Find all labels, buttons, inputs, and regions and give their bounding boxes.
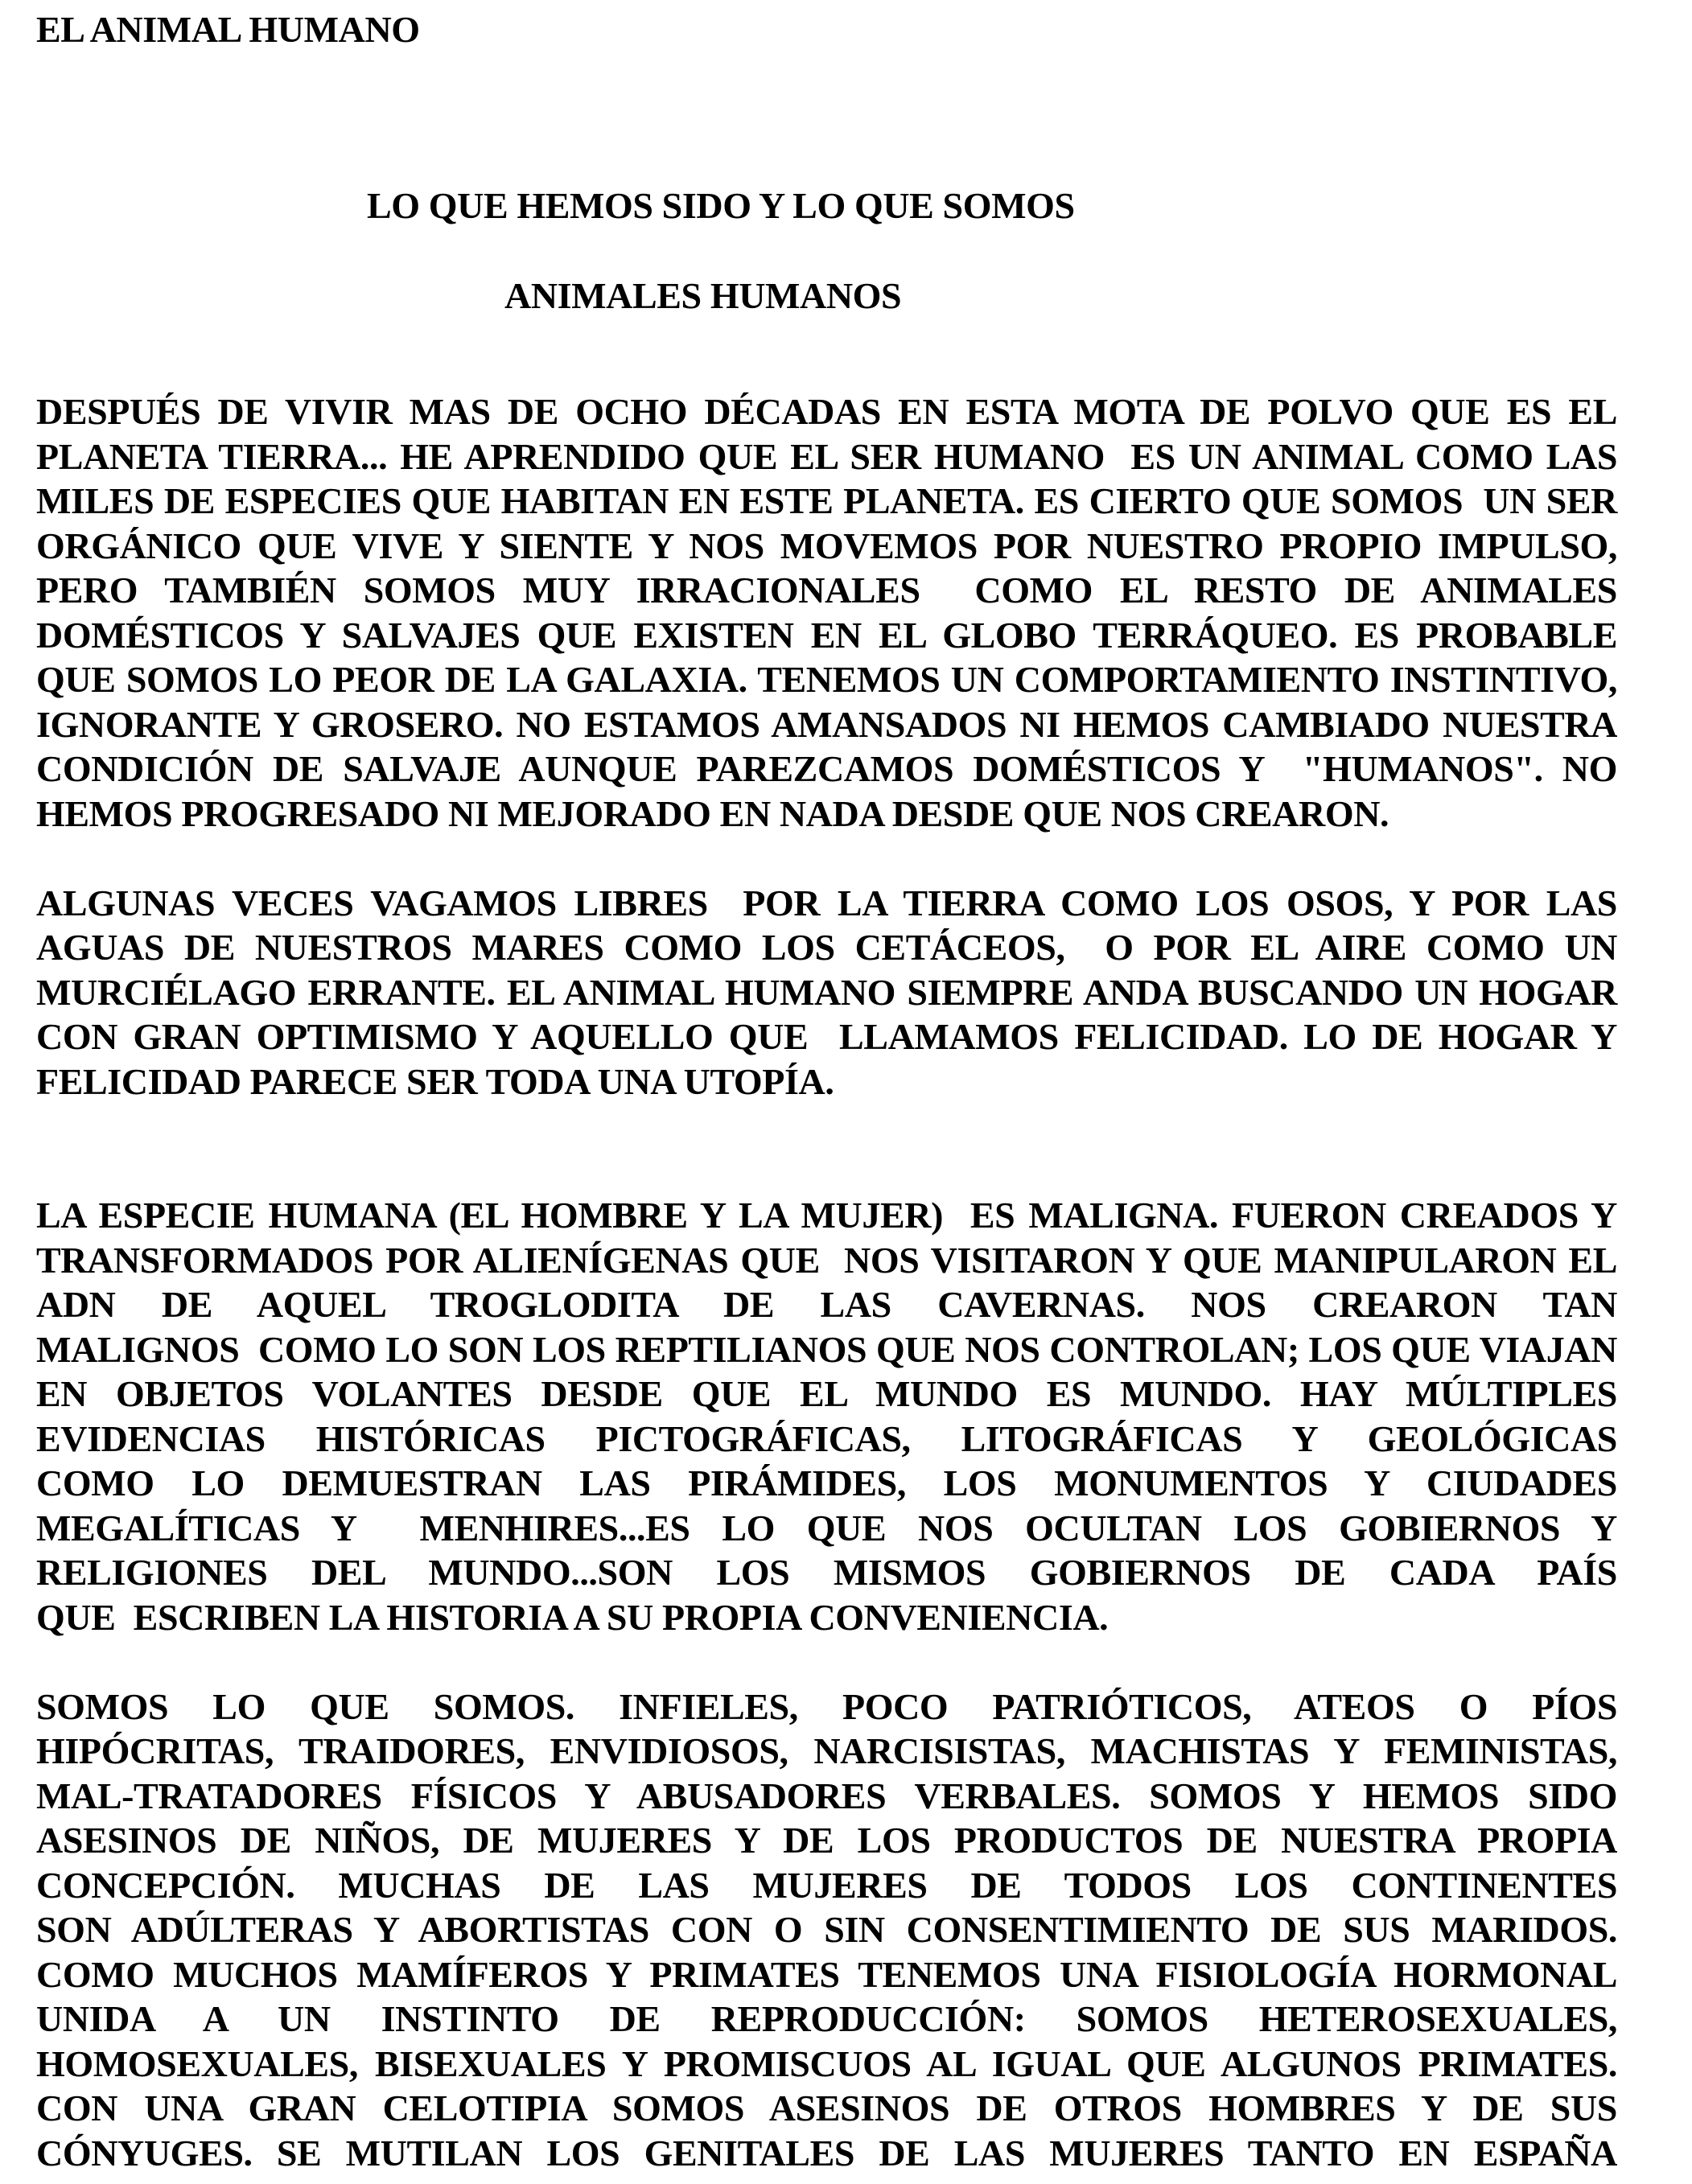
paragraph (36, 1684, 1617, 2176)
text-line: DOMÉSTICOS Y SALVAJES QUE EXISTEN EN EL GLOBO TERRÁQUEO. ES PROBABLE (36, 614, 1617, 656)
section-heading-secondary: ANIMALES HUMANOS (504, 275, 902, 316)
body-text (36, 389, 1617, 2175)
text-line: CON GRAN OPTIMISMO Y AQUELLO QUE LLAMAMOS FELICIDAD. LO DE HOGAR Y (36, 1016, 1617, 1057)
text-line: COMO LO DEMUESTRAN LAS PIRÁMIDES, LOS MONUMENTOS Y CIUDADES (36, 1462, 1617, 1503)
text-line: MILES DE ESPECIES QUE HABITAN EN ESTE PLANETA. ES CIERTO QUE SOMOS UN SER (36, 480, 1617, 521)
text-line: EVIDENCIAS HISTÓRICAS PICTOGRÁFICAS, LITOGRÁFICAS Y GEOLÓGICAS (36, 1417, 1617, 1459)
text-line: SOMOS LO QUE SOMOS. INFIELES, POCO PATRIÓTICOS, ATEOS O PÍOS (36, 1685, 1617, 1727)
text-line: DESPUÉS DE VIVIR MAS DE OCHO DÉCADAS EN ESTA MOTA DE POLVO QUE ES EL (36, 391, 1617, 432)
text-line: UNIDA A UN INSTINTO DE REPRODUCCIÓN: SOMOS HETEROSEXUALES, (36, 1998, 1617, 2039)
text-line: QUE ESCRIBEN LA HISTORIA A SU PROPIA CONVENIENCIA. (36, 1596, 1109, 1638)
text-line: ALGUNAS VECES VAGAMOS LIBRES POR LA TIERRA COMO LOS OSOS, Y POR LAS (36, 882, 1617, 923)
text-line: PERO TAMBIÉN SOMOS MUY IRRACIONALES COMO EL RESTO DE ANIMALES (36, 570, 1617, 611)
paragraph (36, 881, 1617, 1104)
text-line: COMO MUCHOS MAMÍFEROS Y PRIMATES TENEMOS UNA FISIOLOGÍA HORMONAL (36, 1953, 1617, 1995)
text-line: ADN DE AQUEL TROGLODITA DE LAS CAVERNAS. NOS CREARON TAN (36, 1284, 1617, 1325)
text-line: ASESINOS DE NIÑOS, DE MUJERES Y DE LOS PRODUCTOS DE NUESTRA PROPIA (36, 1820, 1617, 1861)
text-line: EN OBJETOS VOLANTES DESDE QUE EL MUNDO ES MUNDO. HAY MÚLTIPLES (36, 1373, 1617, 1414)
text-line: CÓNYUGES. SE MUTILAN LOS GENITALES DE LAS MUJERES TANTO EN ESPAÑA (36, 2132, 1617, 2174)
text-line: AGUAS DE NUESTROS MARES COMO LOS CETÁCEOS, O POR EL AIRE COMO UN (36, 927, 1617, 968)
text-line: MALIGNOS COMO LO SON LOS REPTILIANOS QUE NOS CONTROLAN; LOS QUE VIAJAN (36, 1328, 1617, 1370)
document-title: EL ANIMAL HUMANO (36, 9, 420, 50)
text-line: IGNORANTE Y GROSERO. NO ESTAMOS AMANSADOS NI HEMOS CAMBIADO NUESTRA (36, 703, 1617, 745)
text-line: HIPÓCRITAS, TRAIDORES, ENVIDIOSOS, NARCISISTAS, MACHISTAS Y FEMINISTAS, (36, 1730, 1617, 1771)
paragraph (36, 389, 1617, 836)
text-line: CONCEPCIÓN. MUCHAS DE LAS MUJERES DE TODOS LOS CONTINENTES (36, 1864, 1617, 1906)
section-heading-primary: LO QUE HEMOS SIDO Y LO QUE SOMOS (367, 185, 1075, 226)
text-line: RELIGIONES DEL MUNDO...SON LOS MISMOS GOBIERNOS DE CADA PAÍS (36, 1552, 1617, 1593)
text-line: ORGÁNICO QUE VIVE Y SIENTE Y NOS MOVEMOS POR NUESTRO PROPIO IMPULSO, (36, 524, 1617, 566)
text-line: MURCIÉLAGO ERRANTE. EL ANIMAL HUMANO SIEMPRE ANDA BUSCANDO UN HOGAR (36, 971, 1617, 1013)
text-line: QUE SOMOS LO PEOR DE LA GALAXIA. TENEMOS UN COMPORTAMIENTO INSTINTIVO, (36, 659, 1617, 700)
text-line: HEMOS PROGRESADO NI MEJORADO EN NADA DESDE QUE NOS CREARON. (36, 792, 1389, 834)
text-line: TRANSFORMADOS POR ALIENÍGENAS QUE NOS VISITARON Y QUE MANIPULARON EL (36, 1239, 1617, 1281)
text-line: PLANETA TIERRA... HE APRENDIDO QUE EL SER HUMANO ES UN ANIMAL COMO LAS (36, 435, 1617, 477)
text-line: CONDICIÓN DE SALVAJE AUNQUE PAREZCAMOS DOMÉSTICOS Y "HUMANOS". NO (36, 748, 1617, 789)
paragraph (36, 1193, 1617, 1639)
text-line: FELICIDAD PARECE SER TODA UNA UTOPÍA. (36, 1060, 834, 1102)
text-line: HOMOSEXUALES, BISEXUALES Y PROMISCUOS AL IGUAL QUE ALGUNOS PRIMATES. (36, 2042, 1617, 2084)
text-line: SON ADÚLTERAS Y ABORTISTAS CON O SIN CONSENTIMIENTO DE SUS MARIDOS. (36, 1909, 1617, 1950)
text-line: LA ESPECIE HUMANA (EL HOMBRE Y LA MUJER) ES MALIGNA. FUERON CREADOS Y (36, 1195, 1617, 1236)
text-line: CON UNA GRAN CELOTIPIA SOMOS ASESINOS DE OTROS HOMBRES Y DE SUS (36, 2087, 1617, 2128)
text-line: MEGALÍTICAS Y MENHIRES...ES LO QUE NOS OCULTAN LOS GOBIERNOS Y (36, 1507, 1617, 1549)
text-line: MAL-TRATADORES FÍSICOS Y ABUSADORES VERBALES. SOMOS Y HEMOS SIDO (36, 1775, 1617, 1816)
